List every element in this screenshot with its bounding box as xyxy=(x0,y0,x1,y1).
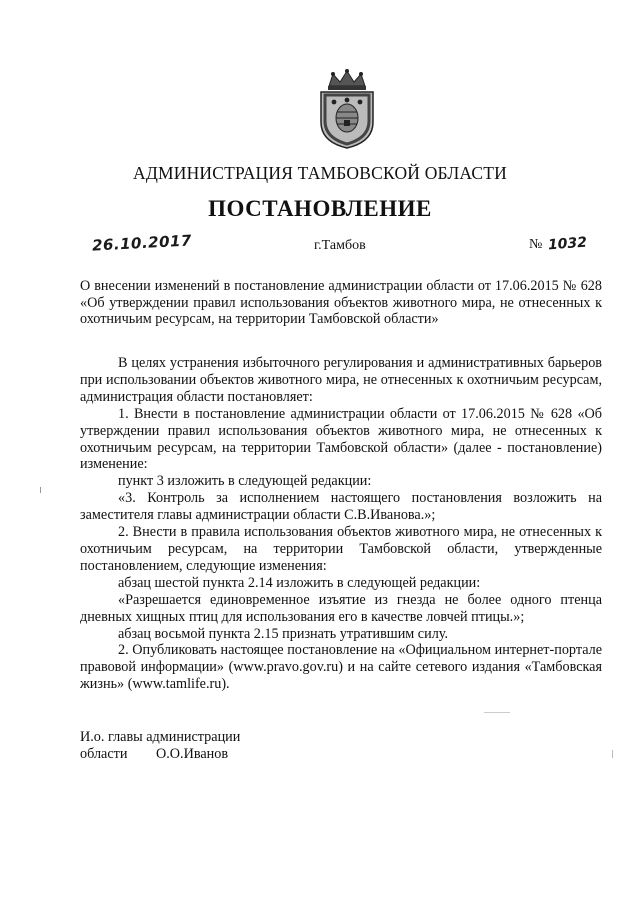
scan-mark xyxy=(40,487,41,493)
paragraph-publish: 2. Опубликовать настоящее постановление на «Официальном интернет-портале правовой информации» (www.pravo.gov.ru) и на сайте сетевого издания «Тамбовская жизнь» (www.tamlife.ru). xyxy=(80,642,602,693)
scan-mark xyxy=(612,750,613,758)
paragraph-2: 2. Внести в правила использования объектов животного мира, не отнесенных к охотничьим ресурсам, на территории Тамбовской области, утвержденные постановлением, следующие изменения: xyxy=(80,524,602,574)
paragraph-2-instruction: абзац шестой пункта 2.14 изложить в следующей редакции: xyxy=(118,574,481,591)
document-date: 26.10.2017 xyxy=(91,231,193,255)
document-type-title: ПОСТАНОВЛЕНИЕ xyxy=(208,196,432,221)
document-city: г.Тамбов xyxy=(314,238,366,253)
signature-block xyxy=(80,729,240,762)
signer-name: О.О.Иванов xyxy=(156,745,229,762)
document-subject: О внесении изменений в постановление администрации области от 17.06.2015 № 628 «Об утверждении правил использования объектов животного мира, не отнесенных к охотничьим ресурсам, на территории Тамбовской области» xyxy=(80,278,602,327)
agency-title: АДМИНИСТРАЦИЯ ТАМБОВСКОЙ ОБЛАСТИ xyxy=(133,163,507,183)
paragraph-1-quote: «3. Контроль за исполнением настоящего постановления возложить на заместителя главы администрации области С.В.Иванова.»; xyxy=(80,490,602,524)
document-body xyxy=(80,355,602,693)
signer-title-cont: области xyxy=(80,745,128,762)
preamble-paragraph: В целях устранения избыточного регулирования и административных барьеров при использовании объектов животного мира, не отнесенных к охотничьим ресурсам, администрация области постановляет: xyxy=(80,355,602,405)
signer-title: И.о. главы администрации xyxy=(80,729,241,745)
paragraph-2-repeal: абзац восьмой пункта 2.15 признать утратившим силу. xyxy=(118,625,448,642)
scan-mark xyxy=(484,712,510,713)
paragraph-1: 1. Внести в постановление администрации области от 17.06.2015 № 628 «Об утверждении правил использования объектов животного мира, не отнесенных к охотничьим ресурсам, на территории Тамбовской области» (далее - постановление) изменение: xyxy=(80,405,602,473)
coat-of-arms-icon xyxy=(307,68,387,150)
document-number xyxy=(529,236,587,253)
number-sign: № xyxy=(529,237,543,252)
number-value: 1032 xyxy=(547,234,588,254)
paragraph-1-instruction: пункт 3 изложить в следующей редакции: xyxy=(118,473,372,490)
paragraph-2-quote: «Разрешается единовременное изъятие из гнезда не более одного птенца дневных хищных птиц для использования его в качестве ловчей птицы.»; xyxy=(80,591,602,625)
